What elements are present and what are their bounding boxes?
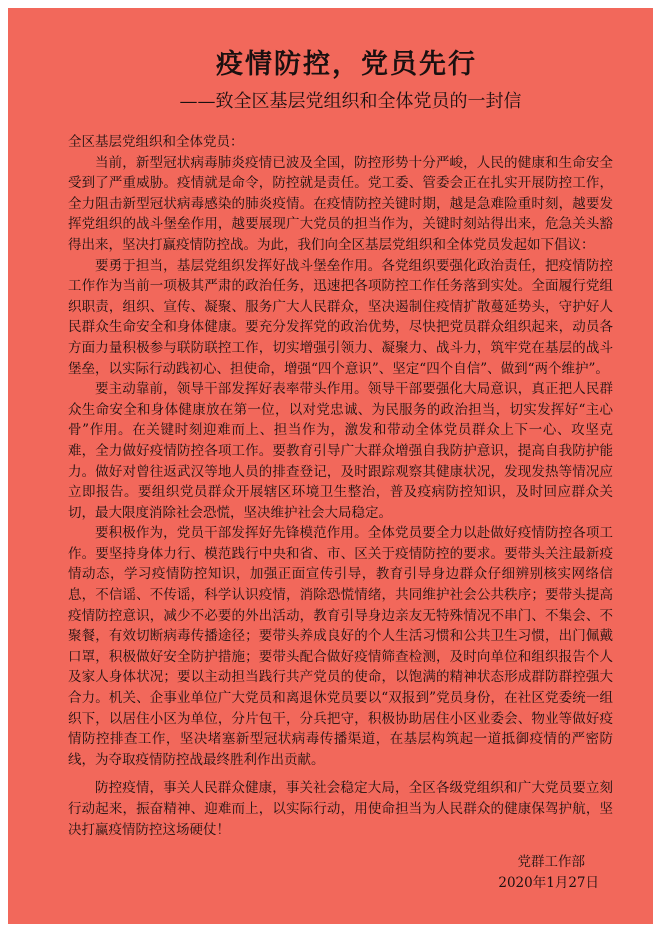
paragraph-party-organizations: 要勇于担当，基层党组织发挥好战斗堡垒作用。各党组织要强化政治责任，把疫情防控工作作为当前一项极其严肃的政治任务，迅速把各项防控工作任务落到实处。全面履行党组织职责，组织、宣传、凝聚、服务广大人民群众，坚决遏制住疫情扩散蔓延势头，守护好人民群众生命安全和身体健康。要充分发挥党的政治优势，尽快把党员群众组织起来，动员各方面力量积极参与联防联控工作，切实增强引领力、凝聚力、战斗力，筑牢党在基层的战斗堡垒，以实际行动践初心、担使命，增强“四个意识”、坚定“四个自信”、做到“两个维护”。 [68, 257, 613, 377]
letter-title: 疫情防控，党员先行 [216, 49, 477, 80]
paragraph-leaders: 要主动靠前，领导干部发挥好表率带头作用。领导干部要强化大局意识，真正把人民群众生命安全和身体健康放在第一位，以对党忠诚、为民服务的政治担当，切实发挥好“主心骨”作用。在关键时刻迎难而上、担当作为，激发和带动全体党员群众上下一心、攻坚克难，全力做好疫情防控各项工作。要教育引导广大群众增强自我防护意识，提高自我防护能力。做好对曾往返武汉等地人员的排查登记，及时跟踪观察其健康状况，发现发热等情况应立即报告。要组织党员群众开展辖区环境卫生整治，普及疫病防控知识，及时回应群众关切，最大限度消除社会恐慌，坚决维护社会大局稳定。 [68, 381, 613, 521]
paragraph-intro: 当前，新型冠状病毒肺炎疫情已波及全国，防控形势十分严峻，人民的健康和生命安全受到了严重威胁。疫情就是命令，防控就是责任。党工委、管委会正在扎实开展防控工作，全力阻击新型冠状病毒感染的肺炎疫情。在疫情防控关键时期，越是急难险重时刻，越要发挥党组织的战斗堡垒作用，越要展现广大党员的担当作为，关键时刻站得出来，危急关头豁得出来，坚决打赢疫情防控战。为此，我们向全区基层党组织和全体党员发起如下倡议： [68, 154, 613, 253]
letter-subtitle: ——致全区基层党组织和全体党员的一封信 [179, 91, 522, 112]
paragraph-conclusion: 防控疫情，事关人民群众健康，事关社会稳定大局，全区各级党组织和广大党员要立刻行动起来，振奋精神、迎难而上，以实际行动，用使命担当为人民群众的健康保驾护航，坚决打赢疫情防控这场硬仗！ [68, 780, 613, 838]
salutation: 全区基层党组织和全体党员： [68, 134, 244, 150]
signature-date: 2020年1月27日 [498, 874, 599, 891]
letter-body [68, 132, 613, 840]
signature-block [68, 852, 613, 893]
letter-sheet [8, 8, 653, 924]
paragraph-members: 要积极作为，党员干部发挥好先锋模范作用。全体党员要全力以赴做好疫情防控各项工作。要坚持身体力行、模范践行中央和省、市、区关于疫情防控的要求。要带头关注最新疫情动态，学习疫情防控知识，加强正面宣传引导，教育引导身边群众仔细辨别核实网络信息，不信谣、不传谣，科学认识疫情，消除恐慌情绪，共同维护社会公共秩序；要带头提高疫情防控意识，减少不必要的外出活动，教育引导身边亲友无特殊情况不串门、不集会、不聚餐，有效切断病毒传播途径；要带头养成良好的个人生活习惯和公共卫生习惯，出门佩戴口罩，积极做好安全防护措施；要带头配合做好疫情筛查检测，及时向单位和组织报告个人及家人身体状况；要以主动担当践行共产党员的使命，以饱满的精神状态形成群防群控强大合力。机关、企事业单位广大党员和离退休党员要以“双报到”党员身份，在社区党委统一组织下，以居住小区为单位，分片包干，分兵把守，积极协助居住小区业委会、物业等做好疫情防控排查工作，坚决堵塞新型冠状病毒传播渠道，在基层构筑起一道抵御疫情的严密防线，为夺取疫情防控战最终胜利作出贡献。 [68, 525, 613, 768]
signature-department: 党群工作部 [517, 854, 585, 871]
